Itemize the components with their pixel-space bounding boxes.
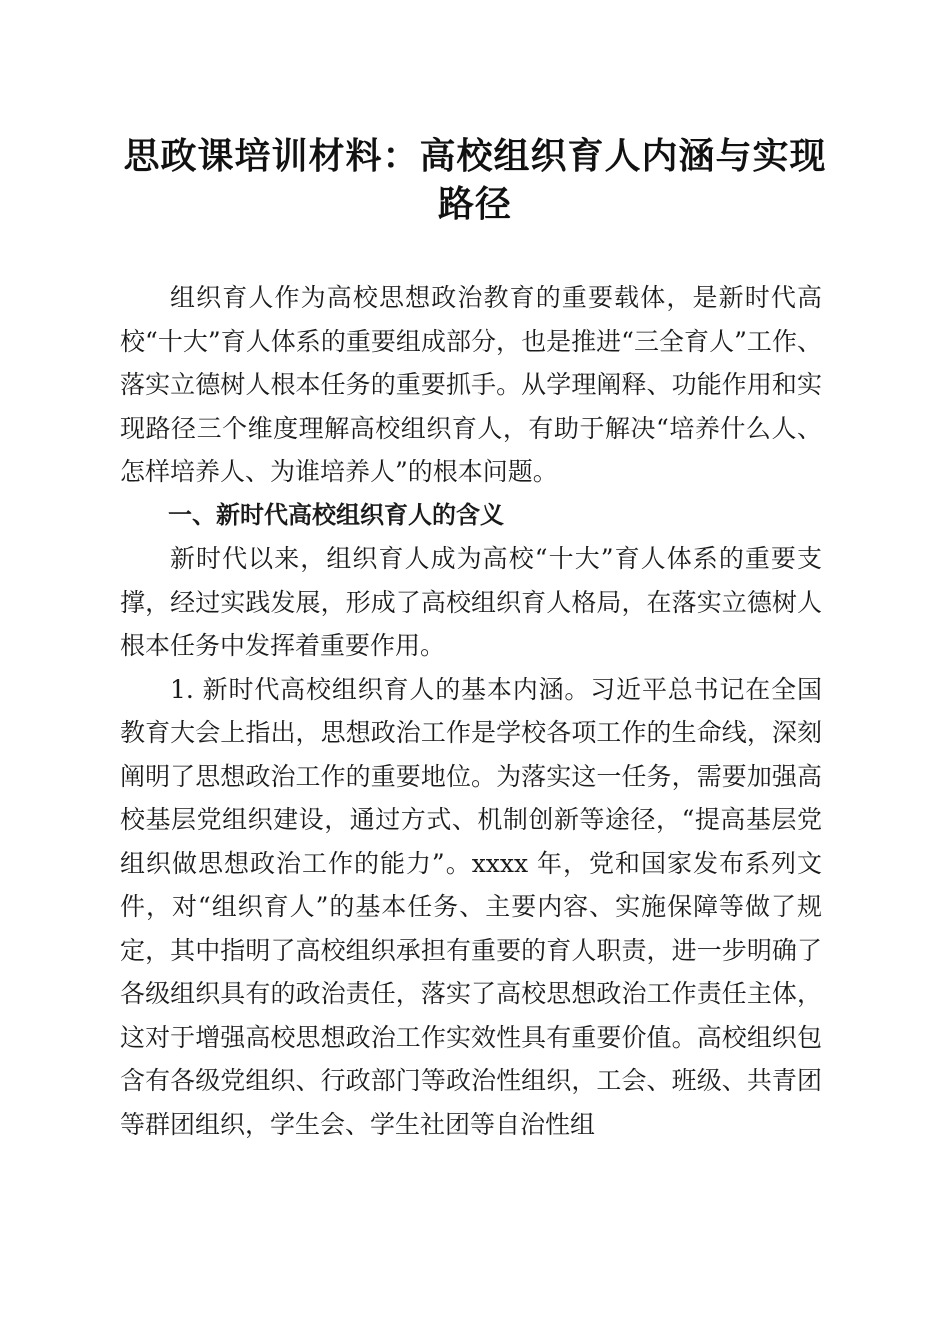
section-paragraph: 新时代以来，组织育人成为高校“十大”育人体系的重要支撑，经过实践发展，形成了高校组织育人格局，在落实立德树人根本任务中发挥着重要作用。 <box>120 544 822 660</box>
document-body <box>120 276 822 1146</box>
section-heading: 一、新时代高校组织育人的含义 <box>168 500 504 529</box>
document-title: 思政课培训材料：高校组织育人内涵与实现路径 <box>123 135 827 225</box>
numbered-paragraph: 1. 新时代高校组织育人的基本内涵。习近平总书记在全国教育大会上指出，思想政治工作是学校各项工作的生命线，深刻阐明了思想政治工作的重要地位。为落实这一任务，需要加强高校基层党组织建设，通过方式、机制创新等途径，“提高基层党组织做思想政治工作的能力”。xxxx 年，党和国家发布系列文件，对“组织育人”的基本任务、主要内容、实施保障等做了规定，其中指明了高校组织承担有重要的育人职责，进一步明确了各级组织具有的政治责任，落实了高校思想政治工作责任主体，这对于增强高校思想政治工作实效性具有重要价值。高校组织包含有各级党组织、行政部门等政治性组织，工会、班级、共青团等群团组织，学生会、学生社团等自治性组 <box>120 674 822 1139</box>
intro-paragraph: 组织育人作为高校思想政治教育的重要载体，是新时代高校“十大”育人体系的重要组成部分，也是推进“三全育人”工作、落实立德树人根本任务的重要抓手。从学理阐释、功能作用和实现路径三个维度理解高校组织育人，有助于解决“培养什么人、怎样培养人、为谁培养人”的根本问题。 <box>120 283 822 486</box>
